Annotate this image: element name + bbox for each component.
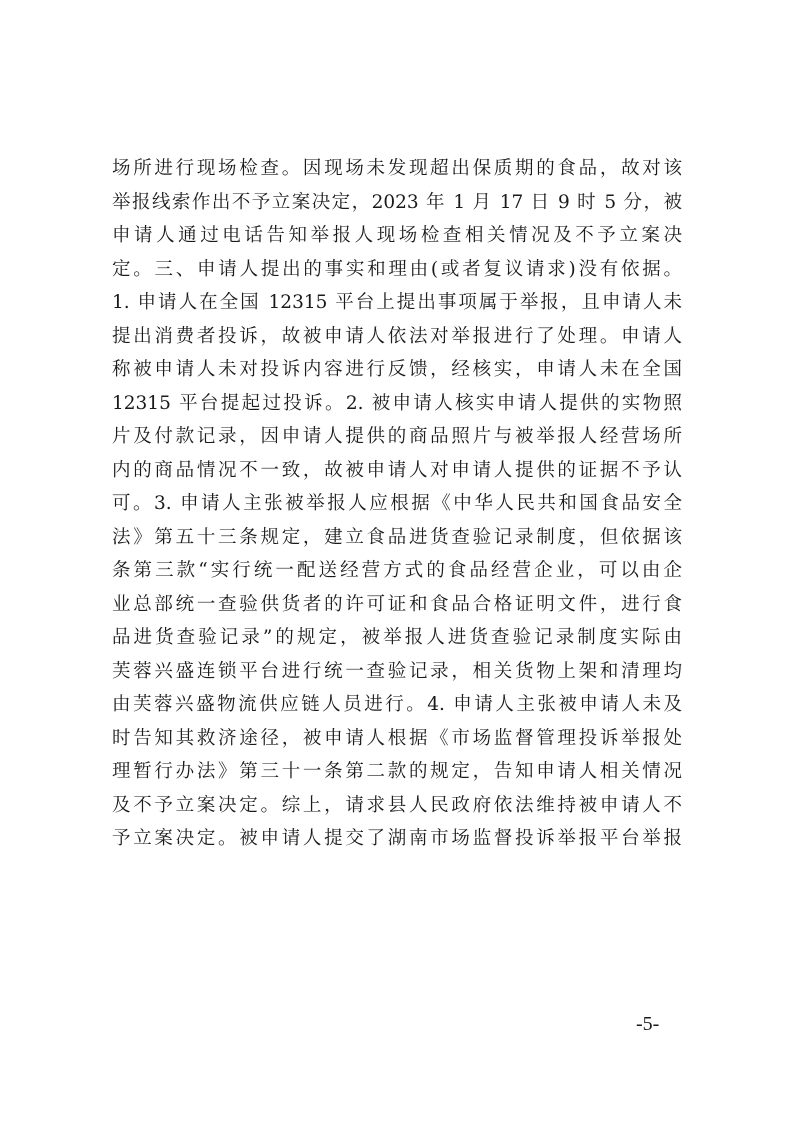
text-line: 时告知其救济途径，被申请人根据《市场监督管理投诉举报处 bbox=[112, 727, 682, 749]
body-text bbox=[112, 152, 682, 856]
text-line: 内的商品情况不一致，故被申请人对申请人提供的证据不予认 bbox=[112, 459, 682, 481]
text-line: 条第三款“实行统一配送经营方式的食品经营企业，可以由企 bbox=[112, 560, 682, 581]
text-line: 称被申请人未对投诉内容进行反馈，经核实，申请人未在全国 bbox=[112, 359, 682, 380]
text-line: 由芙蓉兴盛物流供应链人员进行。4. 申请人主张被申请人未及 bbox=[112, 694, 682, 715]
text-line: 举报线索作出不予立案决定，2023 年 1 月 17 日 9 时 5 分，被 bbox=[112, 191, 682, 213]
text-line: 片及付款记录，因申请人提供的商品照片与被举报人经营场所 bbox=[112, 426, 682, 447]
text-line: 法》第五十三条规定，建立食品进货查验记录制度，但依据该 bbox=[112, 526, 682, 548]
page-number: -5- bbox=[636, 1013, 660, 1035]
text-line: 及不予立案决定。综上，请求县人民政府依法维持被申请人不 bbox=[112, 794, 682, 816]
text-line: 品进货查验记录”的规定，被举报人进货查验记录制度实际由 bbox=[112, 627, 682, 648]
text-line: 提出消费者投诉，故被申请人依法对举报进行了处理。申请人 bbox=[112, 325, 682, 347]
text-line: 12315 平台提起过投诉。2. 被申请人核实申请人提供的实物照 bbox=[112, 392, 682, 414]
text-line: 定。三、申请人提出的事实和理由(或者复议请求)没有依据。 bbox=[112, 258, 682, 280]
text-line: 业总部统一查验供货者的许可证和食品合格证明文件，进行食 bbox=[112, 593, 682, 615]
text-line: 芙蓉兴盛连锁平台进行统一查验记录，相关货物上架和清理均 bbox=[112, 660, 682, 682]
text-line: 可。3. 申请人主张被举报人应根据《中华人民共和国食品安全 bbox=[112, 493, 682, 514]
text-line: 1. 申请人在全国 12315 平台上提出事项属于举报，且申请人未 bbox=[112, 292, 682, 313]
text-line: 理暂行办法》第三十一条第二款的规定，告知申请人相关情况 bbox=[112, 761, 682, 782]
text-line: 申请人通过电话告知举报人现场检查相关情况及不予立案决 bbox=[112, 225, 682, 246]
text-line: 予立案决定。被申请人提交了湖南市场监督投诉举报平台举报 bbox=[112, 828, 682, 849]
text-line: 场所进行现场检查。因现场未发现超出保质期的食品，故对该 bbox=[112, 158, 682, 179]
